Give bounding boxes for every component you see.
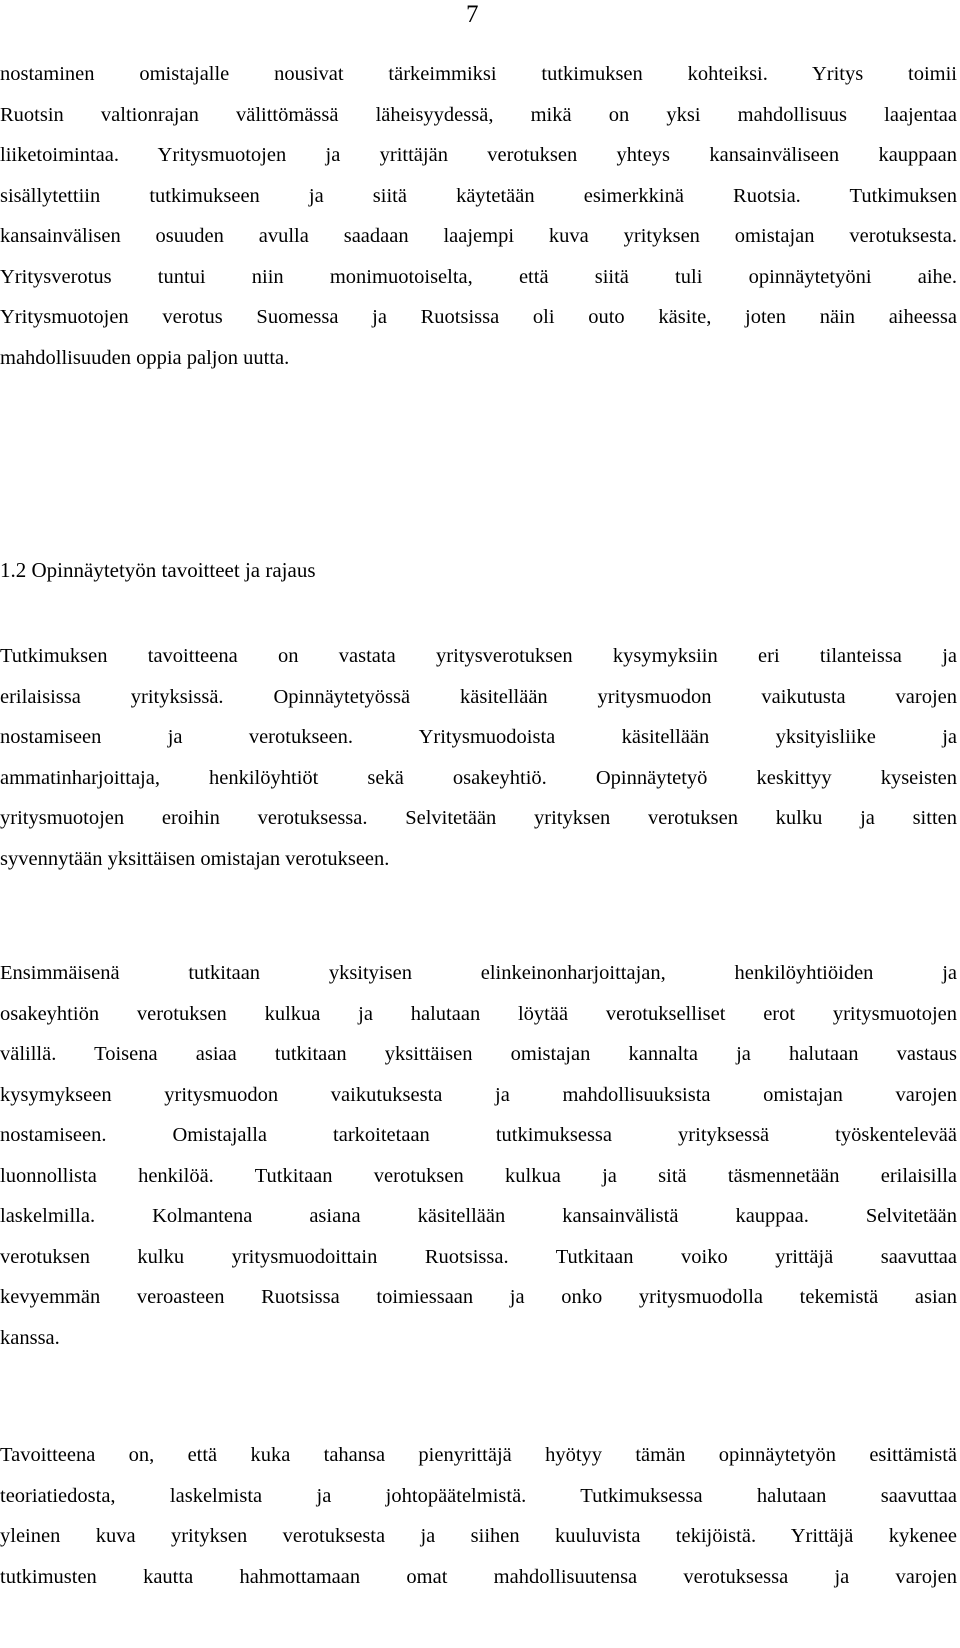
text-line: erilaisissa yrityksissä. Opinnäytetyössä käsitellään yritysmuodon vaikutusta varojen <box>0 685 957 708</box>
text-line: tutkimusten kautta hahmottamaan omat mahdollisuutensa verotuksessa ja varojen <box>0 1565 957 1588</box>
text-line: nostamiseen ja verotukseen. Yritysmuodoista käsitellään yksityisliike ja <box>0 726 957 748</box>
text-line: verotuksen kulku yritysmuodoittain Ruotsissa. Tutkitaan voiko yrittäjä saavuttaa <box>0 1245 957 1268</box>
paragraph-intro <box>0 54 957 378</box>
text-line: kevyemmän veroasteen Ruotsissa toimiessaan ja onko yritysmuodolla tekemistä asian <box>0 1286 957 1308</box>
page-number: 7 <box>466 1 479 28</box>
text-line: kansainvälisen osuuden avulla saadaan laajempi kuva yrityksen omistajan verotuksesta. <box>0 225 957 247</box>
text-line: yleinen kuva yrityksen verotuksesta ja siihen kuuluvista tekijöistä. Yrittäjä kykenee <box>0 1525 957 1547</box>
text-line: Tavoitteena on, että kuka tahansa pienyrittäjä hyötyy tämän opinnäytetyön esittämistä <box>0 1444 957 1466</box>
text-line: syvennytään yksittäisen omistajan verotukseen. <box>0 847 390 870</box>
text-line: laskelmilla. Kolmantena asiana käsitellään kansainvälistä kauppaa. Selvitetään <box>0 1205 957 1227</box>
paragraph-goals <box>0 636 957 879</box>
text-line: välillä. Toisena asiaa tutkitaan yksittäisen omistajan kannalta ja halutaan vastaus <box>0 1043 957 1065</box>
paragraph-research-order <box>0 953 957 1358</box>
text-line: nostamiseen. Omistajalla tarkoitetaan tutkimuksessa yrityksessä työskentelevää <box>0 1124 957 1146</box>
text-line: ammatinharjoittaja, henkilöyhtiöt sekä osakeyhtiö. Opinnäytetyö keskittyy kyseisten <box>0 766 957 789</box>
text-line: Yritysmuotojen verotus Suomessa ja Ruotsissa oli outo käsite, joten näin aiheessa <box>0 306 957 328</box>
text-line: Ensimmäisenä tutkitaan yksityisen elinkeinonharjoittajan, henkilöyhtiöiden ja <box>0 962 957 984</box>
section-heading: 1.2 Opinnäytetyön tavoitteet ja rajaus <box>0 558 316 582</box>
text-line: Ruotsin valtionrajan välittömässä läheisyydessä, mikä on yksi mahdollisuus laajentaa <box>0 103 957 126</box>
text-line: luonnollista henkilöä. Tutkitaan verotuksen kulkua ja sitä täsmennetään erilaisilla <box>0 1164 957 1187</box>
text-line: mahdollisuuden oppia paljon uutta. <box>0 346 290 369</box>
paragraph-objective <box>0 1435 957 1597</box>
text-line: yritysmuotojen eroihin verotuksessa. Selvitetään yrityksen verotuksen kulku ja sitten <box>0 807 957 829</box>
text-line: kanssa. <box>0 1326 60 1349</box>
text-line: osakeyhtiön verotuksen kulkua ja halutaan löytää verotukselliset erot yritysmuotojen <box>0 1002 957 1025</box>
text-line: sisällytettiin tutkimukseen ja siitä käytetään esimerkkinä Ruotsia. Tutkimuksen <box>0 184 957 207</box>
text-line: kysymykseen yritysmuodon vaikutuksesta ja mahdollisuuksista omistajan varojen <box>0 1083 957 1106</box>
text-line: Yritysverotus tuntui niin monimuotoiselta, että siitä tuli opinnäytetyöni aihe. <box>0 265 957 288</box>
text-line: Tutkimuksen tavoitteena on vastata yritysverotuksen kysymyksiin eri tilanteissa ja <box>0 645 957 667</box>
text-line: liiketoimintaa. Yritysmuotojen ja yrittäjän verotuksen yhteys kansainväliseen kauppaan <box>0 144 957 166</box>
text-line: nostaminen omistajalle nousivat tärkeimmiksi tutkimuksen kohteiksi. Yritys toimii <box>0 63 957 85</box>
text-line: teoriatiedosta, laskelmista ja johtopäätelmistä. Tutkimuksessa halutaan saavuttaa <box>0 1484 957 1507</box>
